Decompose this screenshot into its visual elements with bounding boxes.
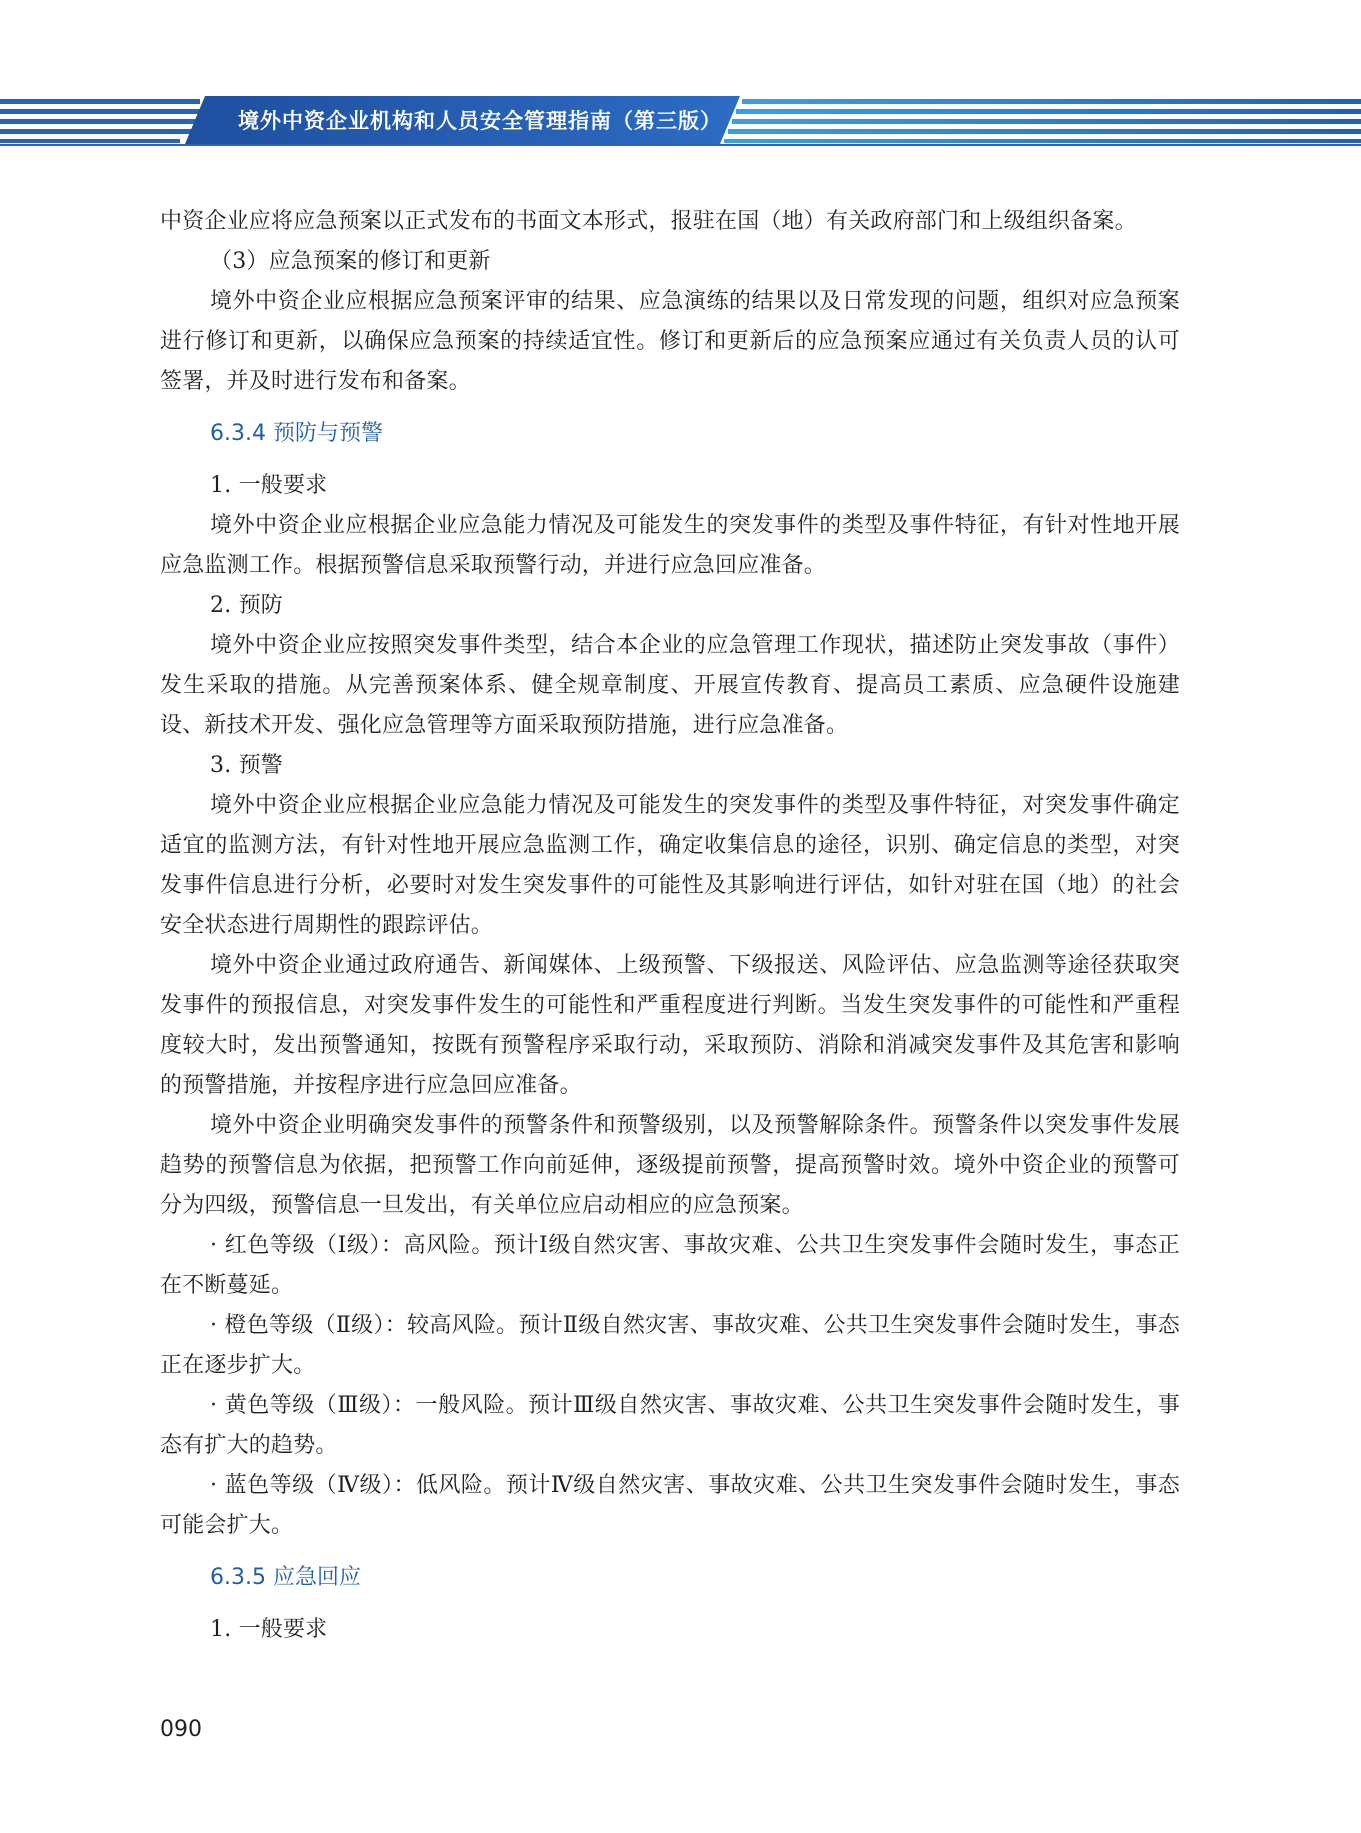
paragraph: 境外中资企业应按照突发事件类型，结合本企业的应急管理工作现状，描述防止突发事故（事件）发生采取的措施。从完善预案体系、健全规章制度、开展宣传教育、提高员工素质、应急硬件设施建设、新技术开发、强化应急管理等方面采取预防措施，进行应急准备。 <box>160 633 1180 738</box>
paragraph: 境外中资企业通过政府通告、新闻媒体、上级预警、下级报送、风险评估、应急监测等途径获取突发事件的预报信息，对突发事件发生的可能性和严重程度进行判断。当发生突发事件的可能性和严重程度较大时，发出预警通知，按既有预警程序采取行动，采取预防、消除和消减突发事件及其危害和影响的预警措施，并按程序进行应急回应准备。 <box>160 953 1180 1098</box>
section-heading-6-3-5: 6.3.5 应急回应 <box>210 1565 361 1590</box>
subheading-general: 1. 一般要求 <box>210 1617 328 1642</box>
paragraph: 境外中资企业应根据企业应急能力情况及可能发生的突发事件的类型及事件特征，有针对性地开展应急监测工作。根据预警信息采取预警行动，并进行应急回应准备。 <box>160 513 1180 578</box>
paragraph: 境外中资企业应根据应急预案评审的结果、应急演练的结果以及日常发现的问题，组织对应急预案进行修订和更新，以确保应急预案的持续适宜性。修订和更新后的应急预案应通过有关负责人员的认可签署，并及时进行发布和备案。 <box>160 289 1180 394</box>
page-number: 090 <box>160 1717 202 1742</box>
bullet-red-level: · 红色等级（Ⅰ级）：高风险。预计Ⅰ级自然灾害、事故灾难、公共卫生突发事件会随时发生，事态正在不断蔓延。 <box>160 1233 1180 1298</box>
paragraph: 中资企业应将应急预案以正式发布的书面文本形式，报驻在国（地）有关政府部门和上级组织备案。 <box>160 209 1137 234</box>
header-title: 境外中资企业机构和人员安全管理指南（第三版） <box>238 109 722 133</box>
subheading-prevention: 2. 预防 <box>210 593 283 618</box>
subheading-revision: （3）应急预案的修订和更新 <box>210 249 491 274</box>
page-content <box>160 202 1180 1650</box>
paragraph: 境外中资企业明确突发事件的预警条件和预警级别，以及预警解除条件。预警条件以突发事件发展趋势的预警信息为依据，把预警工作向前延伸，逐级提前预警，提高预警时效。境外中资企业的预警可分为四级，预警信息一旦发出，有关单位应启动相应的应急预案。 <box>160 1113 1180 1218</box>
subheading-general: 1. 一般要求 <box>210 473 328 498</box>
section-heading-6-3-4: 6.3.4 预防与预警 <box>210 421 383 446</box>
subheading-warning: 3. 预警 <box>210 753 283 778</box>
header-banner <box>0 96 1361 148</box>
bullet-blue-level: · 蓝色等级（Ⅳ级）：低风险。预计Ⅳ级自然灾害、事故灾难、公共卫生突发事件会随时发生，事态可能会扩大。 <box>160 1473 1180 1538</box>
paragraph: 境外中资企业应根据企业应急能力情况及可能发生的突发事件的类型及事件特征，对突发事件确定适宜的监测方法，有针对性地开展应急监测工作，确定收集信息的途径，识别、确定信息的类型，对突发事件信息进行分析，必要时对发生突发事件的可能性及其影响进行评估，如针对驻在国（地）的社会安全状态进行周期性的跟踪评估。 <box>160 793 1180 938</box>
bullet-yellow-level: · 黄色等级（Ⅲ级）：一般风险。预计Ⅲ级自然灾害、事故灾难、公共卫生突发事件会随时发生，事态有扩大的趋势。 <box>160 1393 1180 1458</box>
bullet-orange-level: · 橙色等级（Ⅱ级）：较高风险。预计Ⅱ级自然灾害、事故灾难、公共卫生突发事件会随时发生，事态正在逐步扩大。 <box>160 1313 1180 1378</box>
